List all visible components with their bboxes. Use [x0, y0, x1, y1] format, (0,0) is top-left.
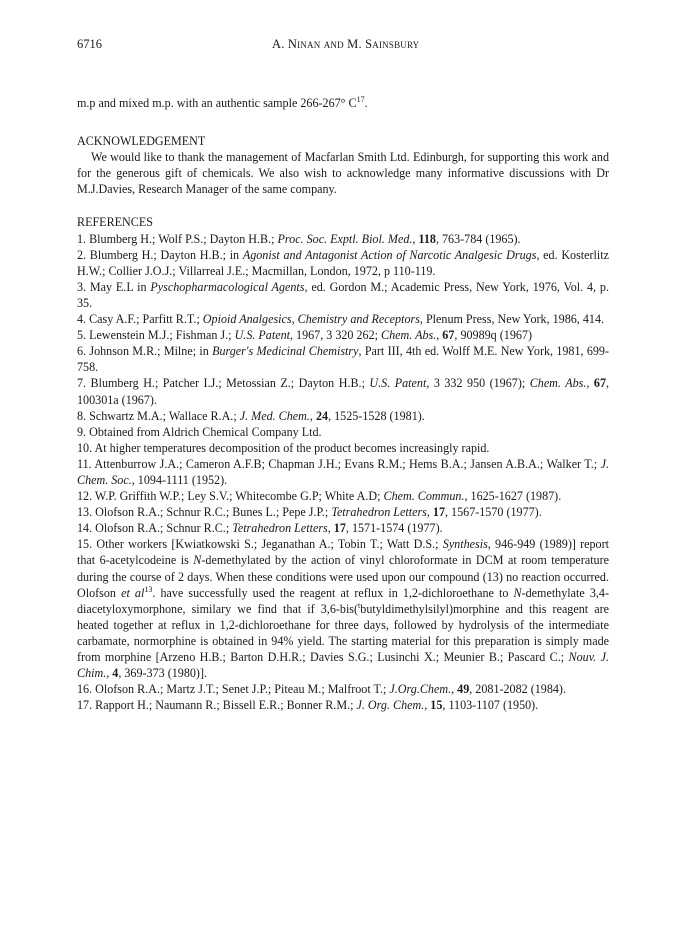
reference-7: 7. Blumberg H.; Patcher I.J.; Metossian Z.; Dayton H.B.; U.S. Patent, 3 332 950 (1967); Chem. Abs., 67, 100301a (1967). [77, 376, 610, 407]
reference-13: 13. Olofson R.A.; Schnur R.C.; Bunes L.; Pepe J.P.; Tetrahedron Letters, 17, 1567-1570 (1977). [77, 505, 542, 520]
reference-5: 5. Lewenstein M.J.; Fishman J.; U.S. Patent, 1967, 3 320 262; Chem. Abs., 67, 90989q (1967) [77, 328, 532, 343]
reference-15: 15. Other workers [Kwiatkowski S.; Jeganathan A.; Tobin T.; Watt D.S.; Synthesis, 946-949 (1989)] report that 6-acetylcodeine is N-demethylated by the action of vinyl chloroformate in DCM at room temperature during the course of 2 days. When these conditions were used upon our compound (13) no reaction occurred. Olofson et $al^{13}$. have successfully used the reagent at reflux in 1,2-dichloroethane to N-demethylate 3,4-diacetyloxymorphone, similary we find that if 3,6-bis($^t$butyldimethylsilyl)morphine and this reagent are heated together at reflux in 1,2-dichloroethane for three days, followed by hydrolysis of the intermediate carbamate, normorphine is obtained in 94% yield. The starting material for this preparation is simply made from morphine [Arzeno H.B.; Barton D.H.R.; Davies S.G.; Lusinchi X.; Meunier B.; Pascard C.; Nouv. J. Chim., 4, 369-373 (1980)]. [77, 537, 609, 681]
reference-12: 12. W.P. Griffith W.P.; Ley S.V.; Whitecombe G.P; White A.D; Chem. Commun., 1625-1627 (1987). [77, 489, 562, 504]
page-number: 6716 [77, 37, 102, 51]
reference-list [77, 231, 609, 714]
reference-10: 10. At higher temperatures decomposition of the product becomes increasingly rapid. [77, 440, 490, 455]
reference-1: 1. Blumberg H.; Wolf P.S.; Dayton H.B.; Proc. Soc. Exptl. Biol. Med., 118, 763-784 (1965). [77, 231, 521, 246]
reference-9: 9. Obtained from Aldrich Chemical Company Ltd. [77, 424, 322, 439]
article-body [77, 95, 609, 713]
reference-4: 4. Casy A.F.; Parfitt R.T.; Opioid Analgesics, Chemistry and Receptors, Plenum Press, New York, 1986, 414. [77, 312, 605, 327]
reference-2: 2. Blumberg H.; Dayton H.B.; in Agonist and Antagonist Action of Narcotic Analgesic Drugs, ed. Kosterlitz H.W.; Collier J.O.J.; Villarreal J.E.; Macmillan, London, 1972, p 110-119. [77, 247, 610, 278]
reference-16: 16. Olofson R.A.; Martz J.T.; Senet J.P.; Piteau M.; Malfroot T.; J.Org.Chem., 49, 2081-2082 (1984). [77, 682, 566, 697]
running-header-authors [272, 37, 419, 52]
acknowledgement-text: We would like to thank the management of Macfarlan Smith Ltd. Edinburgh, for supporting this work and for the generous gift of chemicals. We also wish to acknowledge many informative discussions with Dr M.J.Davies, Research Manager of the same company. [77, 150, 609, 197]
melting-point-line: m.p and mixed m.p. with an authentic sample 266-267° $C^{17}$. [77, 95, 368, 110]
acknowledgement-heading: ACKNOWLEDGEMENT [77, 134, 206, 149]
reference-8: 8. Schwartz M.A.; Wallace R.A.; J. Med. Chem., 24, 1525-1528 (1981). [77, 408, 425, 423]
reference-17: 17. Rapport H.; Naumann R.; Bissell E.R.; Bonner R.M.; J. Org. Chem., 15, 1103-1107 (1950). [77, 698, 539, 713]
reference-6: 6. Johnson M.R.; Milne; in Burger's Medicinal Chemistry, Part III, 4th ed. Wolff M.E. New York, 1981, 699-758. [77, 344, 610, 375]
reference-3: 3. May E.L in Pyschopharmacological Agents, ed. Gordon M.; Academic Press, New York, 1976, Vol. 4, p. 35. [77, 279, 609, 310]
reference-11: 11. Attenburrow J.A.; Cameron A.F.B; Chapman J.H.; Evans R.M.; Hems B.A.; Jansen A.B.A.; Walker T.; J. Chem. Soc., 1094-1111 (1952). [77, 456, 609, 487]
reference-14: 14. Olofson R.A.; Schnur R.C.; Tetrahedron Letters, 17, 1571-1574 (1977). [77, 521, 443, 536]
references-heading: REFERENCES [77, 215, 153, 230]
authors-text: A. Ninan and M. Sainsbury [272, 37, 420, 51]
